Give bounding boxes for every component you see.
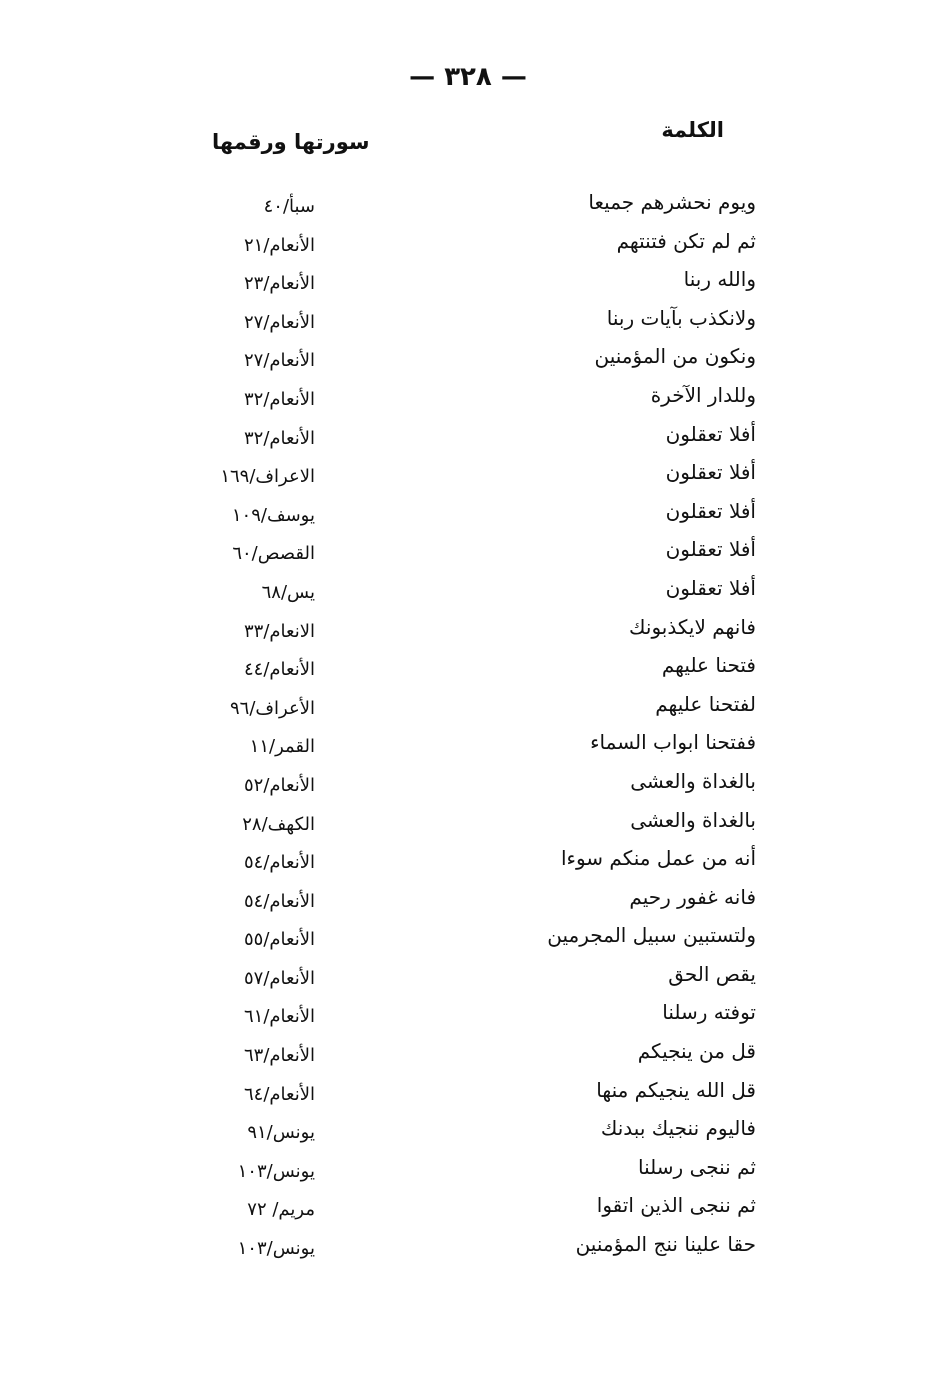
entry-reference: الأنعام/٦٣ xyxy=(244,1045,315,1067)
entry-word: ثم ننجى رسلنا xyxy=(638,1154,756,1179)
entry-reference: مريم/ ٧٢ xyxy=(247,1199,315,1221)
entry-word: توفته رسلنا xyxy=(662,1000,756,1025)
list-item xyxy=(0,923,936,962)
entry-reference: يوسف/١٠٩ xyxy=(231,504,315,526)
list-item xyxy=(0,962,936,1001)
entry-reference: الأنعام/٦٤ xyxy=(244,1083,315,1105)
entry-word: قل الله ينجيكم منها xyxy=(596,1077,756,1102)
list-item xyxy=(0,1232,936,1271)
entry-reference: الكهف/٢٨ xyxy=(242,813,315,835)
entry-word: ويوم نحشرهم جميعا xyxy=(588,190,756,214)
entry-reference: الأنعام/٥٥ xyxy=(244,929,315,951)
entry-reference: الأنعام/٤٤ xyxy=(244,659,315,681)
entry-reference: يونس/١٠٣ xyxy=(237,1238,315,1260)
entry-word: ففتحنا ابواب السماء xyxy=(590,730,756,755)
entry-word: أنه من عمل منكم سوءا xyxy=(560,846,756,871)
list-item xyxy=(0,1000,936,1039)
entry-reference: يس/٦٨ xyxy=(261,581,315,603)
entry-reference: الأنعام/٥٤ xyxy=(244,852,315,874)
entry-word: فتحنا عليهم xyxy=(661,653,756,678)
entry-word: فانهم لايكذبونك xyxy=(629,614,756,639)
list-item xyxy=(0,1116,936,1155)
list-item xyxy=(0,460,936,499)
list-item xyxy=(0,653,936,692)
list-item xyxy=(0,229,936,268)
list-item xyxy=(0,1193,936,1232)
list-item xyxy=(0,422,936,461)
entry-reference: الأنعام/٢٧ xyxy=(244,311,315,333)
entry-reference: الأنعام/٥٤ xyxy=(244,890,315,912)
entry-word: أفلا تعقلون xyxy=(665,537,756,562)
list-item xyxy=(0,615,936,654)
entry-reference: الأنعام/٢١ xyxy=(244,234,315,256)
entry-word: أفلا تعقلون xyxy=(665,575,756,600)
list-item xyxy=(0,808,936,847)
list-item xyxy=(0,383,936,422)
entry-word: ولتستبين سبيل المجرمين xyxy=(547,923,756,948)
list-item xyxy=(0,730,936,769)
entry-word: فاليوم ننجيك ببدنك xyxy=(600,1116,756,1141)
entry-word: أفلا تعقلون xyxy=(665,421,756,446)
list-item xyxy=(0,537,936,576)
entry-word: والله ربنا xyxy=(683,267,756,292)
entry-word: حقا علينا ننج المؤمنين xyxy=(575,1232,756,1257)
entry-reference: الأعراف/٩٦ xyxy=(229,697,315,719)
list-item xyxy=(0,576,936,615)
list-item xyxy=(0,1039,936,1078)
list-item xyxy=(0,499,936,538)
entry-reference: الأنعام/٣٢ xyxy=(244,388,315,410)
entry-reference: الأنعام/٥٧ xyxy=(244,967,315,989)
entry-reference: الانعام/٣٣ xyxy=(244,620,315,642)
entry-reference: القمر/١١ xyxy=(249,736,315,758)
entry-reference: يونس/١٠٣ xyxy=(237,1160,315,1182)
list-item xyxy=(0,846,936,885)
entry-word: بالغداة والعشى xyxy=(630,768,756,793)
list-item xyxy=(0,1078,936,1117)
list-item xyxy=(0,344,936,383)
entry-word: ولانكذب بآيات ربنا xyxy=(606,305,756,330)
header-word: الكلمة xyxy=(661,118,724,142)
entry-word: لفتحنا عليهم xyxy=(655,691,756,716)
entries-list xyxy=(0,190,936,1271)
entry-word: ثم لم تكن فتنتهم xyxy=(616,228,756,253)
list-item xyxy=(0,692,936,731)
entry-reference: الأنعام/٥٢ xyxy=(244,774,315,796)
entry-word: ثم ننجى الذين اتقوا xyxy=(596,1193,756,1218)
entry-reference: الاعراف/١٦٩ xyxy=(220,466,315,488)
entry-word: أفلا تعقلون xyxy=(665,460,756,485)
header-reference: سورتها ورقمها xyxy=(212,130,370,154)
entry-reference: الأنعام/٢٧ xyxy=(244,350,315,372)
page-number: — ٣٢٨ — xyxy=(409,62,527,92)
entry-reference: الأنعام/٢٣ xyxy=(244,273,315,295)
entry-reference: الأنعام/٦١ xyxy=(244,1006,315,1028)
entry-reference: سبأ/٤٠ xyxy=(263,196,315,217)
list-item xyxy=(0,769,936,808)
entry-word: قل من ينجيكم xyxy=(637,1039,756,1064)
list-item xyxy=(0,190,936,229)
entry-word: بالغداة والعشى xyxy=(630,807,756,832)
entry-word: وللدار الآخرة xyxy=(650,382,756,407)
list-item xyxy=(0,306,936,345)
list-item xyxy=(0,1155,936,1194)
entry-reference: الأنعام/٣٢ xyxy=(244,427,315,449)
list-item xyxy=(0,885,936,924)
entry-word: ونكون من المؤمنين xyxy=(594,344,756,369)
list-item xyxy=(0,267,936,306)
entry-reference: يونس/٩١ xyxy=(247,1122,315,1144)
entry-word: فانه غفور رحيم xyxy=(629,884,756,909)
entry-reference: القصص/٦٠ xyxy=(232,543,315,565)
entry-word: يقص الحق xyxy=(668,961,756,986)
entry-word: أفلا تعقلون xyxy=(665,498,756,523)
